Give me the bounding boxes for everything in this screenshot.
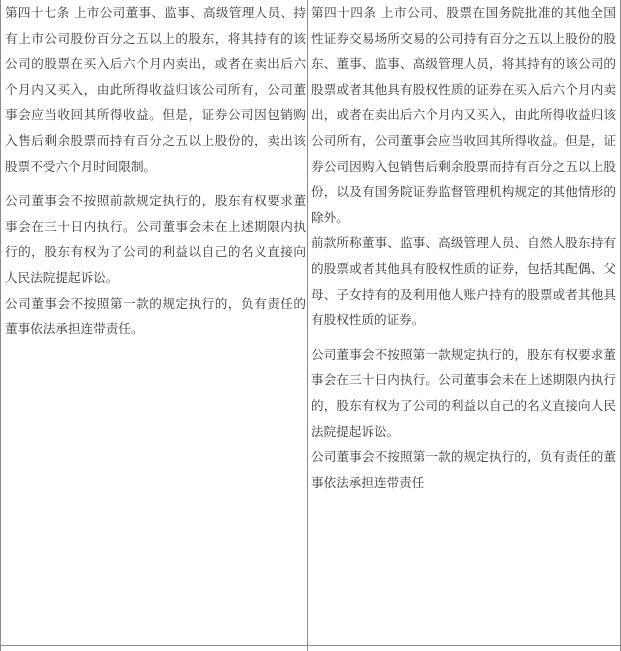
article-47-paragraph-2: 公司董事会不按照前款规定执行的，股东有权要求董事会在三十日内执行。公司董事会未在上述期限内执行的，股东有权为了公司的利益以自己的名义直接向人民法院提起诉讼。 [5,193,306,285]
article-47-paragraph-1: 第四十七条 上市公司董事、监事、高级管理人员、持有上市公司股份百分之五以上的股东，将其持有的该公司的股票在买入后六个月内卖出，或者在卖出后六个月内又买入，由此所得收益归该公司所有，公司董事会应当收回其所得收益。但是，证券公司因包销购入售后剩余股票而持有百分之五以上股份的，卖出该股票不受六个月时间限制。 [5,5,306,174]
article-44-paragraph-4: 公司董事会不按照第一款的规定执行的，负有责任的董事依法承担连带责任 [311,449,616,490]
column-divider [307,0,308,651]
article-47-paragraph-3: 公司董事会不按照第一款的规定执行的，负有责任的董事依法承担连带责任。 [5,295,306,337]
article-44-paragraph-2: 前款所称董事、监事、高级管理人员、自然人股东持有的股票或者其他具有股权性质的证券，包括其配偶、父母、子女持有的及利用他人账户持有的股票或者其他具有股权性质的证券。 [311,235,616,328]
old-law-column [5,0,306,342]
article-44-paragraph-3: 公司董事会不按照第一款规定执行的，股东有权要求董事会在三十日内执行。公司董事会未在上述期限内执行的，股东有权为了公司的利益以自己的名义直接向人民法院提起诉讼。 [311,346,616,439]
table-border-left [0,0,1,651]
new-law-column [311,0,616,495]
article-44-paragraph-1: 第四十四条 上市公司、股票在国务院批准的其他全国性证券交易场所交易的公司持有百分之五以上股份的股东、董事、监事、高级管理人员，将其持有的该公司的股票或者其他具有股权性质的证券在买入后六个月内卖出，或者在卖出后六个月内又买入，由此所得收益归该公司所有，公司董事会应当收回其所得收益。但是，证券公司因购入包销售后剩余股票而持有百分之五以上股份，以及有国务院证券监督管理机构规定的其他情形的除外。 [311,5,616,225]
row-divider [0,645,621,646]
